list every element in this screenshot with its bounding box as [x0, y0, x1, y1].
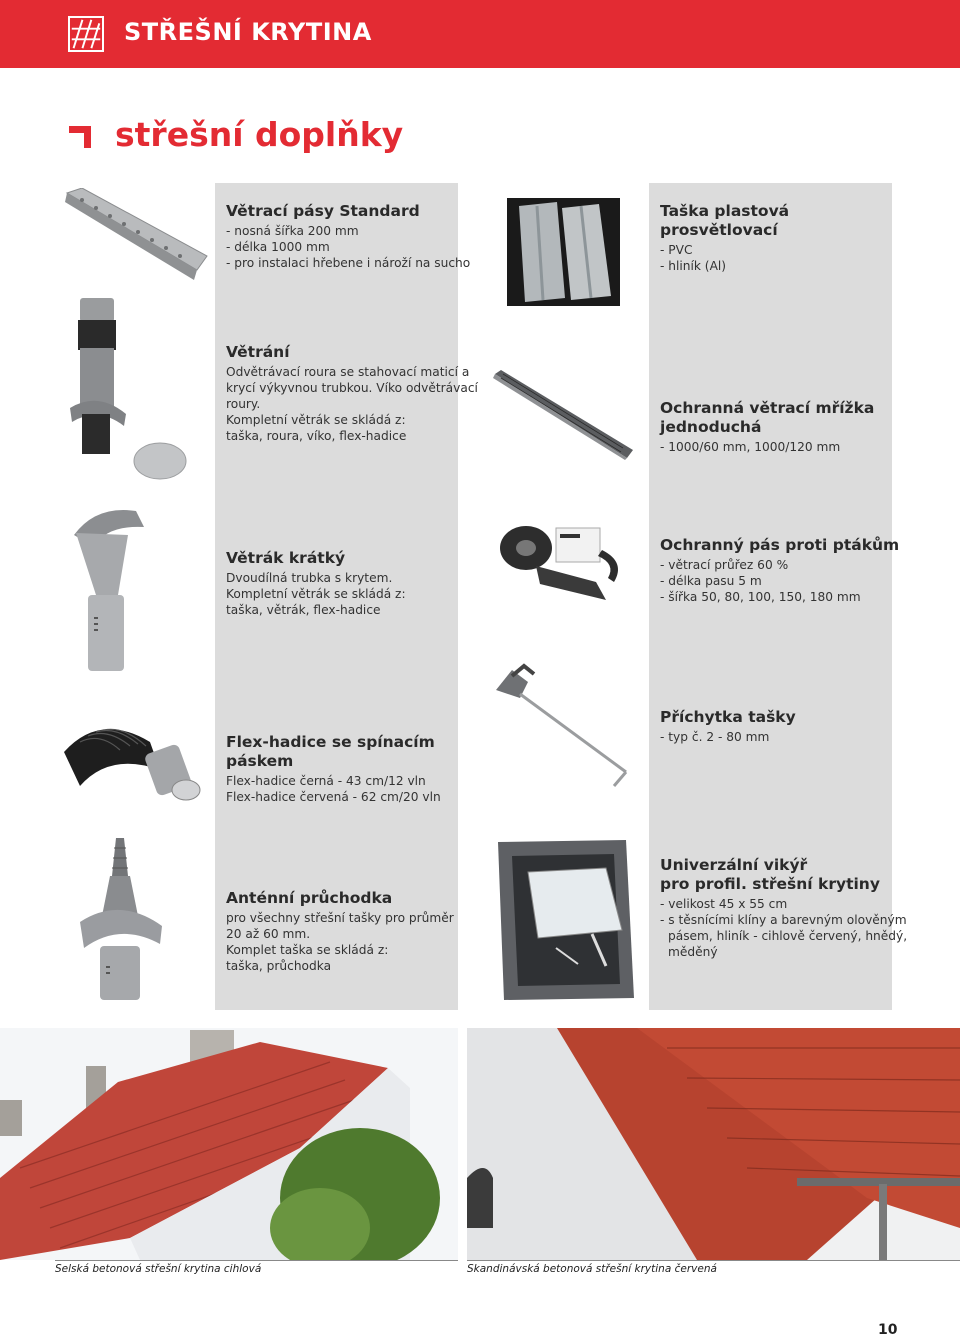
product-detail: pásem, hliník - cihlově červený, hnědý,: [668, 929, 908, 943]
product-detail: - nosná šířka 200 mm: [226, 224, 359, 238]
product-prichytka: [660, 708, 890, 745]
roof-tile-logo-icon: [68, 16, 104, 52]
product-ochranna-mrizka: [660, 399, 890, 455]
product-univerzalni-vikyr: [660, 856, 908, 960]
photo-caption-right: Skandinávská betonová střešní krytina červená: [467, 1263, 717, 1275]
product-detail: Kompletní větrák se skládá z:: [226, 587, 406, 601]
transparent-tile-image: [507, 198, 620, 306]
house-roof-photo-left: [0, 1028, 458, 1260]
product-detail: Komplet taška se skládá z:: [226, 943, 389, 957]
product-detail: - s těsnícími klíny a barevným olověným: [660, 913, 907, 927]
product-vetraci-pasy: [226, 202, 471, 271]
short-vent-image: [66, 505, 152, 675]
product-title: Ochranný pás proti ptákům: [660, 536, 900, 554]
product-title: Větrání: [226, 343, 290, 361]
product-title: Taška plastová prosvětlovací: [660, 202, 790, 239]
product-antenni-pruchodka: [226, 889, 456, 974]
product-title: Ochranná větrací mřížka jednoduchá: [660, 399, 875, 436]
ventilation-strip-image: [62, 188, 212, 283]
product-detail: - velikost 45 x 55 cm: [660, 897, 788, 911]
product-detail: taška, roura, víko, flex-hadice: [226, 429, 407, 443]
product-detail: - pro instalaci hřebene i nároží na sucho: [226, 256, 471, 270]
product-detail: krycí výkyvnou trubkou. Víko odvětrávací: [226, 381, 478, 395]
product-detail: - PVC: [660, 243, 693, 257]
bird-guard-roll-image: [496, 522, 636, 604]
product-detail: - větrací průřez 60 %: [660, 558, 789, 572]
product-detail: - typ č. 2 - 80 mm: [660, 730, 770, 744]
antenna-passthrough-image: [76, 836, 168, 1004]
flex-hose-image: [60, 712, 210, 810]
product-detail: - hliník (Al): [660, 259, 727, 273]
header-title: STŘEŠNÍ KRYTINA: [124, 18, 372, 46]
product-detail: taška, větrák, flex-hadice: [226, 603, 381, 617]
product-title: Univerzální vikýř pro profil. střešní krytiny: [660, 856, 880, 893]
caption-rule: [55, 1260, 458, 1261]
photo-caption-left: Selská betonová střešní krytina cihlová: [55, 1263, 262, 1275]
caption-rule: [467, 1260, 960, 1261]
product-title: Flex-hadice se spínacím páskem: [226, 733, 435, 770]
product-taska-plastova: [660, 202, 890, 274]
product-title: Větrák krátký: [226, 549, 346, 567]
product-detail: roury.: [226, 397, 261, 411]
product-detail: Odvětrávací roura se stahovací maticí a: [226, 365, 470, 379]
product-detail: - 1000/60 mm, 1000/120 mm: [660, 440, 841, 454]
product-detail: 20 až 60 mm.: [226, 927, 311, 941]
page-number: 10: [878, 1322, 898, 1338]
product-detail: Kompletní větrák se skládá z:: [226, 413, 406, 427]
tile-clip-image: [490, 662, 636, 792]
product-detail: - délka 1000 mm: [226, 240, 330, 254]
product-detail: Flex-hadice červená - 62 cm/20 vln: [226, 790, 441, 804]
product-detail: Dvoudílná trubka s krytem.: [226, 571, 393, 585]
product-detail: - šířka 50, 80, 100, 150, 180 mm: [660, 590, 861, 604]
product-detail: pro všechny střešní tašky pro průměr: [226, 911, 454, 925]
product-detail: měděný: [668, 945, 718, 959]
product-title: Větrací pásy Standard: [226, 202, 420, 220]
product-vetrak-kratky: [226, 549, 456, 618]
section-title: střešní doplňky: [115, 115, 404, 154]
corner-marker-icon: [69, 126, 91, 148]
product-detail: taška, průchodka: [226, 959, 332, 973]
ventilation-mesh-image: [493, 370, 635, 460]
product-flex-hadice: [226, 733, 456, 805]
house-roof-photo-right: [467, 1028, 960, 1260]
roof-window-image: [496, 838, 636, 1002]
product-detail: Flex-hadice černá - 43 cm/12 vln: [226, 774, 426, 788]
product-vetrani: [226, 343, 478, 444]
product-ochranny-pas: [660, 536, 900, 605]
product-title: Příchytka tašky: [660, 708, 796, 726]
page-header: [0, 0, 960, 68]
product-detail: - délka pasu 5 m: [660, 574, 762, 588]
product-title: Anténní průchodka: [226, 889, 393, 907]
vent-pipe-image: [68, 296, 190, 486]
